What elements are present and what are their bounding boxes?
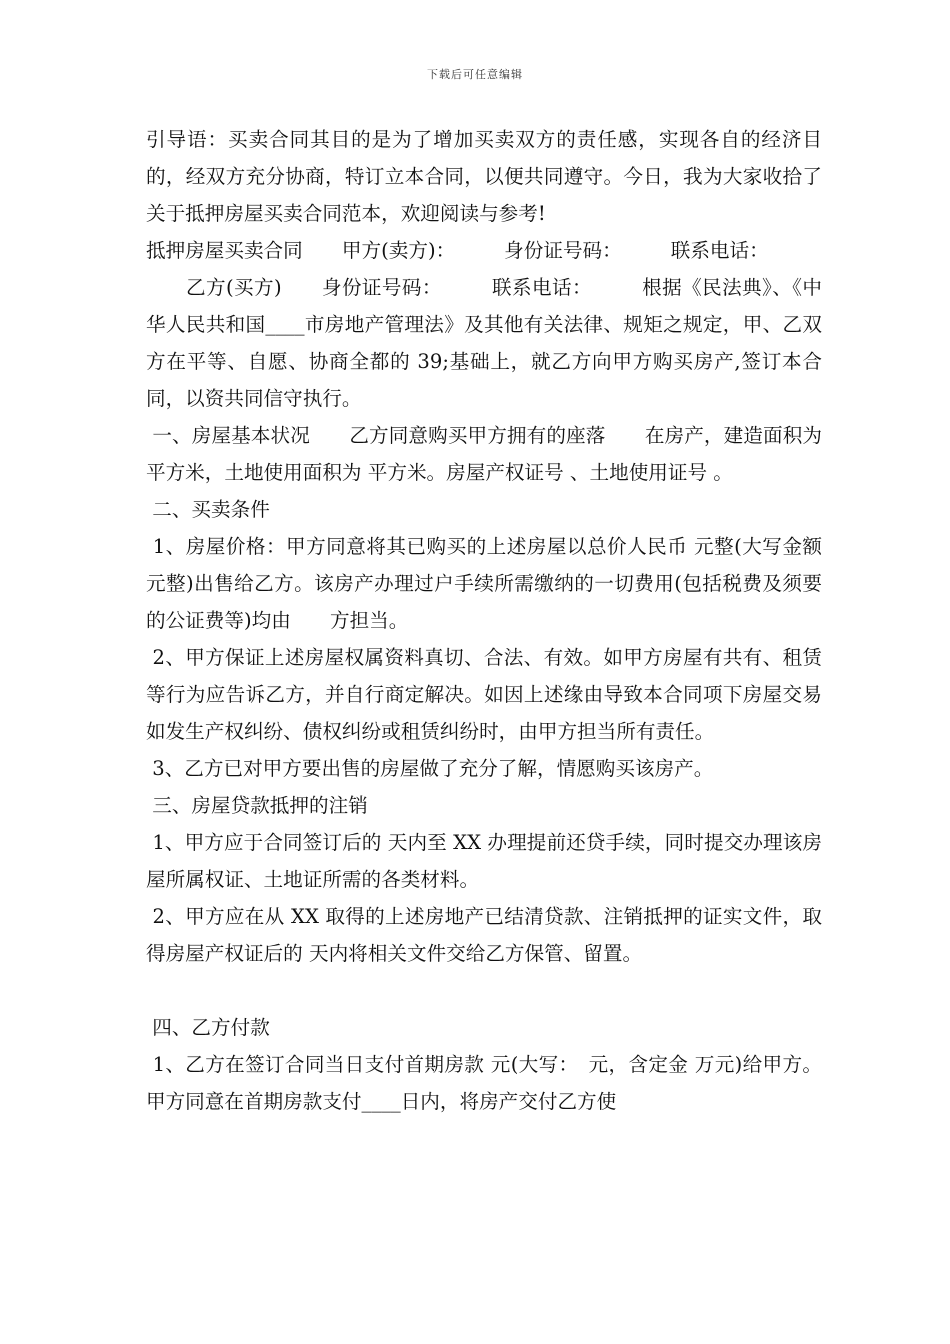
clause-2-2: 2、甲方保证上述房屋权属资料真切、合法、有效。如甲方房屋有共有、租赁等行为应告诉乙方，并自行商定解决。如因上述缘由导致本合同项下房屋交易如发生产权纠纷、债权纠纷或租赁纠纷时，由甲方担当所有责任。 <box>146 646 822 743</box>
party-b-paragraph: 乙方(买方) 身份证号码： 联系电话： 根据《民法典》、《中华人民共和国____市房地产管理法》及其他有关法律、规矩之规定，甲、乙双方在平等、自愿、协商全都的 39;基础上，就乙方向甲方购买房产,签订本合同，以资共同信守执行。 <box>146 276 822 410</box>
clause-2-3: 3、乙方已对甲方要出售的房屋做了充分了解，情愿购买该房产。 <box>146 757 714 780</box>
intro-paragraph: 引导语：买卖合同其目的是为了增加买卖双方的责任感，实现各自的经济目的，经双方充分协商，特订立本合同，以便共同遵守。今日，我为大家收拾了关于抵押房屋买卖合同范本，欢迎阅读与参考! <box>146 128 822 225</box>
clause-2-1: 1、房屋价格：甲方同意将其已购买的上述房屋以总价人民币 元整(大写金额 元整)出售给乙方。该房产办理过户手续所需缴纳的一切费用(包括税费及须要的公证费等)均由 方担当。 <box>146 535 829 632</box>
contract-title-line: 抵押房屋买卖合同 甲方(卖方)： 身份证号码： 联系电话： <box>146 239 769 262</box>
section-1-paragraph: 一、房屋基本状况 乙方同意购买甲方拥有的座落 在房产，建造面积为 平方米，土地使用面积为 平方米。房屋产权证号 、土地使用证号 。 <box>146 424 829 484</box>
document-body <box>146 121 829 1120</box>
blank-line <box>146 972 822 1009</box>
section-3-heading: 三、房屋贷款抵押的注销 <box>146 794 368 817</box>
clause-3-2: 2、甲方应在从 XX 取得的上述房地产已结清贷款、注销抵押的证实文件，取得房屋产权证后的 天内将相关文件交给乙方保管、留置。 <box>146 905 822 965</box>
section-2-heading: 二、买卖条件 <box>146 498 270 521</box>
clause-3-1: 1、甲方应于合同签订后的 天内至 XX 办理提前还贷手续，同时提交办理该房屋所属权证、土地证所需的各类材料。 <box>146 831 822 891</box>
section-4-heading: 四、乙方付款 <box>146 1016 270 1039</box>
clause-4-1: 1、乙方在签订合同当日支付首期房款 元(大写： 元，含定金 万元)给甲方。甲方同意在首期房款支付____日内，将房产交付乙方使 <box>146 1053 822 1113</box>
page-header: 下载后可任意编辑 <box>427 68 523 81</box>
